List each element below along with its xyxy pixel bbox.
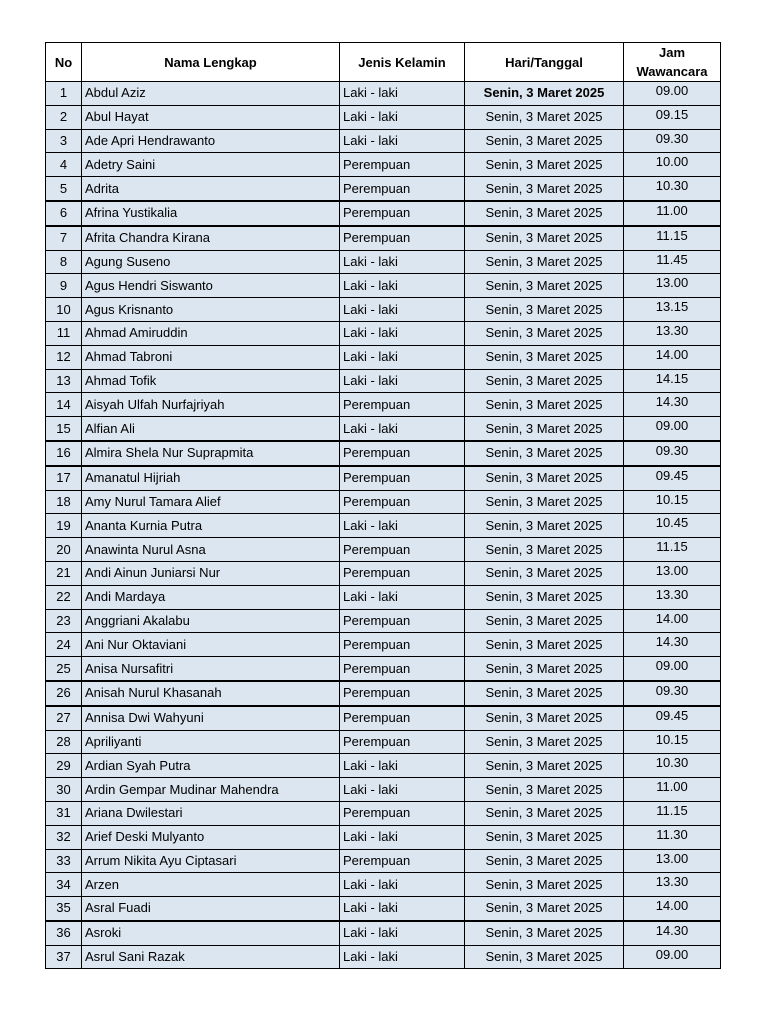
cell-date: Senin, 3 Maret 2025 xyxy=(465,321,624,345)
cell-date: Senin, 3 Maret 2025 xyxy=(465,873,624,897)
table-row xyxy=(46,369,721,393)
cell-no: 15 xyxy=(46,417,82,441)
table-row xyxy=(46,561,721,585)
cell-date: Senin, 3 Maret 2025 xyxy=(465,730,624,754)
cell-gender: Perempuan xyxy=(340,561,465,585)
cell-date: Senin, 3 Maret 2025 xyxy=(465,129,624,153)
cell-time: 13.00 xyxy=(624,274,721,298)
cell-name: Ahmad Amiruddin xyxy=(82,321,340,345)
cell-date: Senin, 3 Maret 2025 xyxy=(465,897,624,921)
table-row xyxy=(46,490,721,514)
cell-name: Ananta Kurnia Putra xyxy=(82,514,340,538)
table-row xyxy=(46,849,721,873)
cell-date: Senin, 3 Maret 2025 xyxy=(465,778,624,802)
cell-date: Senin, 3 Maret 2025 xyxy=(465,609,624,633)
cell-name: Almira Shela Nur Suprapmita xyxy=(82,441,340,466)
cell-date: Senin, 3 Maret 2025 xyxy=(465,585,624,609)
cell-name: Annisa Dwi Wahyuni xyxy=(82,706,340,730)
cell-time: 13.00 xyxy=(624,561,721,585)
cell-no: 16 xyxy=(46,441,82,466)
cell-date: Senin, 3 Maret 2025 xyxy=(465,250,624,274)
cell-name: Ariana Dwilestari xyxy=(82,801,340,825)
cell-date: Senin, 3 Maret 2025 xyxy=(465,754,624,778)
cell-name: Arief Deski Mulyanto xyxy=(82,825,340,849)
cell-time: 14.00 xyxy=(624,897,721,921)
cell-time: 13.30 xyxy=(624,585,721,609)
table-row xyxy=(46,945,721,969)
cell-gender: Laki - laki xyxy=(340,921,465,945)
cell-no: 2 xyxy=(46,105,82,129)
cell-date: Senin, 3 Maret 2025 xyxy=(465,441,624,466)
cell-gender: Laki - laki xyxy=(340,129,465,153)
cell-name: Aisyah Ulfah Nurfajriyah xyxy=(82,393,340,417)
cell-name: Amy Nurul Tamara Alief xyxy=(82,490,340,514)
table-row xyxy=(46,226,721,250)
cell-no: 22 xyxy=(46,585,82,609)
table-row xyxy=(46,609,721,633)
cell-date: Senin, 3 Maret 2025 xyxy=(465,538,624,562)
cell-time: 09.15 xyxy=(624,105,721,129)
cell-no: 4 xyxy=(46,153,82,177)
cell-time: 13.30 xyxy=(624,873,721,897)
cell-name: Andi Ainun Juniarsi Nur xyxy=(82,561,340,585)
cell-no: 29 xyxy=(46,754,82,778)
header-date: Hari/Tanggal xyxy=(465,43,624,82)
table-row xyxy=(46,657,721,681)
cell-time: 11.45 xyxy=(624,250,721,274)
cell-name: Asrul Sani Razak xyxy=(82,945,340,969)
cell-no: 9 xyxy=(46,274,82,298)
cell-date: Senin, 3 Maret 2025 xyxy=(465,274,624,298)
cell-date: Senin, 3 Maret 2025 xyxy=(465,681,624,706)
cell-no: 17 xyxy=(46,466,82,490)
cell-gender: Perempuan xyxy=(340,657,465,681)
table-row xyxy=(46,466,721,490)
cell-date: Senin, 3 Maret 2025 xyxy=(465,177,624,201)
cell-time: 09.00 xyxy=(624,945,721,969)
table-row xyxy=(46,274,721,298)
cell-name: Adrita xyxy=(82,177,340,201)
table-row xyxy=(46,585,721,609)
cell-gender: Perempuan xyxy=(340,538,465,562)
cell-date: Senin, 3 Maret 2025 xyxy=(465,345,624,369)
header-name: Nama Lengkap xyxy=(82,43,340,82)
cell-gender: Perempuan xyxy=(340,490,465,514)
cell-name: Anisah Nurul Khasanah xyxy=(82,681,340,706)
cell-gender: Perempuan xyxy=(340,849,465,873)
table-row xyxy=(46,201,721,226)
cell-name: Ahmad Tabroni xyxy=(82,345,340,369)
cell-no: 28 xyxy=(46,730,82,754)
table-row xyxy=(46,393,721,417)
cell-date: Senin, 3 Maret 2025 xyxy=(465,466,624,490)
cell-time: 11.30 xyxy=(624,825,721,849)
table-body xyxy=(46,82,721,969)
cell-gender: Perempuan xyxy=(340,681,465,706)
table-row xyxy=(46,921,721,945)
cell-gender: Laki - laki xyxy=(340,585,465,609)
cell-date: Senin, 3 Maret 2025 xyxy=(465,201,624,226)
header-time: Jam Wawancara xyxy=(624,43,721,82)
cell-date: Senin, 3 Maret 2025 xyxy=(465,561,624,585)
table-row xyxy=(46,345,721,369)
cell-time: 14.30 xyxy=(624,633,721,657)
cell-gender: Laki - laki xyxy=(340,417,465,441)
cell-name: Alfian Ali xyxy=(82,417,340,441)
cell-date: Senin, 3 Maret 2025 xyxy=(465,490,624,514)
cell-name: Asral Fuadi xyxy=(82,897,340,921)
cell-time: 10.15 xyxy=(624,490,721,514)
header-row xyxy=(46,43,721,82)
table-row xyxy=(46,754,721,778)
table-row xyxy=(46,897,721,921)
cell-no: 18 xyxy=(46,490,82,514)
cell-time: 14.15 xyxy=(624,369,721,393)
table-row xyxy=(46,82,721,106)
table-row xyxy=(46,129,721,153)
cell-date: Senin, 3 Maret 2025 xyxy=(465,417,624,441)
cell-no: 30 xyxy=(46,778,82,802)
cell-gender: Laki - laki xyxy=(340,321,465,345)
cell-time: 10.30 xyxy=(624,754,721,778)
cell-time: 10.00 xyxy=(624,153,721,177)
cell-no: 21 xyxy=(46,561,82,585)
cell-date: Senin, 3 Maret 2025 xyxy=(465,82,624,106)
cell-name: Afrina Yustikalia xyxy=(82,201,340,226)
cell-no: 12 xyxy=(46,345,82,369)
cell-no: 19 xyxy=(46,514,82,538)
table-row xyxy=(46,730,721,754)
cell-no: 25 xyxy=(46,657,82,681)
cell-date: Senin, 3 Maret 2025 xyxy=(465,369,624,393)
cell-time: 11.15 xyxy=(624,226,721,250)
cell-date: Senin, 3 Maret 2025 xyxy=(465,514,624,538)
cell-no: 32 xyxy=(46,825,82,849)
table-row xyxy=(46,441,721,466)
table-row xyxy=(46,873,721,897)
cell-date: Senin, 3 Maret 2025 xyxy=(465,706,624,730)
cell-name: Asroki xyxy=(82,921,340,945)
table-row xyxy=(46,681,721,706)
table-row xyxy=(46,778,721,802)
cell-date: Senin, 3 Maret 2025 xyxy=(465,657,624,681)
cell-no: 26 xyxy=(46,681,82,706)
table-row xyxy=(46,105,721,129)
table-row xyxy=(46,825,721,849)
cell-name: Afrita Chandra Kirana xyxy=(82,226,340,250)
cell-date: Senin, 3 Maret 2025 xyxy=(465,153,624,177)
cell-gender: Perempuan xyxy=(340,730,465,754)
cell-date: Senin, 3 Maret 2025 xyxy=(465,801,624,825)
cell-time: 13.15 xyxy=(624,298,721,322)
cell-no: 8 xyxy=(46,250,82,274)
cell-name: Apriliyanti xyxy=(82,730,340,754)
table-row xyxy=(46,321,721,345)
cell-time: 09.00 xyxy=(624,82,721,106)
cell-name: Agus Krisnanto xyxy=(82,298,340,322)
cell-gender: Laki - laki xyxy=(340,298,465,322)
cell-time: 14.00 xyxy=(624,609,721,633)
cell-time: 10.30 xyxy=(624,177,721,201)
cell-name: Ade Apri Hendrawanto xyxy=(82,129,340,153)
table-row xyxy=(46,417,721,441)
table-row xyxy=(46,250,721,274)
cell-name: Arrum Nikita Ayu Ciptasari xyxy=(82,849,340,873)
cell-gender: Laki - laki xyxy=(340,897,465,921)
cell-no: 10 xyxy=(46,298,82,322)
cell-date: Senin, 3 Maret 2025 xyxy=(465,226,624,250)
cell-no: 37 xyxy=(46,945,82,969)
cell-time: 11.00 xyxy=(624,201,721,226)
cell-name: Ani Nur Oktaviani xyxy=(82,633,340,657)
cell-time: 10.45 xyxy=(624,514,721,538)
cell-no: 24 xyxy=(46,633,82,657)
cell-gender: Perempuan xyxy=(340,441,465,466)
cell-time: 14.30 xyxy=(624,393,721,417)
cell-gender: Perempuan xyxy=(340,801,465,825)
cell-no: 35 xyxy=(46,897,82,921)
cell-no: 27 xyxy=(46,706,82,730)
cell-gender: Perempuan xyxy=(340,153,465,177)
cell-date: Senin, 3 Maret 2025 xyxy=(465,633,624,657)
table-row xyxy=(46,801,721,825)
cell-gender: Laki - laki xyxy=(340,778,465,802)
cell-time: 09.45 xyxy=(624,706,721,730)
cell-no: 3 xyxy=(46,129,82,153)
cell-name: Abul Hayat xyxy=(82,105,340,129)
cell-time: 09.30 xyxy=(624,129,721,153)
cell-gender: Perempuan xyxy=(340,177,465,201)
cell-date: Senin, 3 Maret 2025 xyxy=(465,393,624,417)
cell-time: 13.30 xyxy=(624,321,721,345)
cell-time: 09.30 xyxy=(624,441,721,466)
table-row xyxy=(46,633,721,657)
cell-date: Senin, 3 Maret 2025 xyxy=(465,945,624,969)
cell-time: 13.00 xyxy=(624,849,721,873)
cell-date: Senin, 3 Maret 2025 xyxy=(465,921,624,945)
cell-name: Anggriani Akalabu xyxy=(82,609,340,633)
cell-name: Ardian Syah Putra xyxy=(82,754,340,778)
table-row xyxy=(46,514,721,538)
header-no: No xyxy=(46,43,82,82)
cell-no: 20 xyxy=(46,538,82,562)
cell-name: Andi Mardaya xyxy=(82,585,340,609)
cell-gender: Laki - laki xyxy=(340,514,465,538)
cell-gender: Laki - laki xyxy=(340,345,465,369)
cell-gender: Laki - laki xyxy=(340,274,465,298)
table-row xyxy=(46,706,721,730)
cell-no: 7 xyxy=(46,226,82,250)
cell-time: 10.15 xyxy=(624,730,721,754)
cell-gender: Laki - laki xyxy=(340,754,465,778)
cell-time: 11.15 xyxy=(624,538,721,562)
cell-gender: Laki - laki xyxy=(340,945,465,969)
cell-gender: Perempuan xyxy=(340,393,465,417)
cell-gender: Perempuan xyxy=(340,633,465,657)
cell-gender: Laki - laki xyxy=(340,105,465,129)
header-gender: Jenis Kelamin xyxy=(340,43,465,82)
cell-no: 6 xyxy=(46,201,82,226)
cell-gender: Laki - laki xyxy=(340,369,465,393)
cell-time: 11.15 xyxy=(624,801,721,825)
cell-no: 14 xyxy=(46,393,82,417)
cell-name: Arzen xyxy=(82,873,340,897)
cell-gender: Laki - laki xyxy=(340,82,465,106)
cell-no: 31 xyxy=(46,801,82,825)
cell-time: 09.30 xyxy=(624,681,721,706)
cell-date: Senin, 3 Maret 2025 xyxy=(465,298,624,322)
cell-name: Adetry Saini xyxy=(82,153,340,177)
cell-no: 11 xyxy=(46,321,82,345)
cell-name: Anawinta Nurul Asna xyxy=(82,538,340,562)
cell-date: Senin, 3 Maret 2025 xyxy=(465,825,624,849)
table-row xyxy=(46,153,721,177)
cell-time: 14.30 xyxy=(624,921,721,945)
cell-gender: Laki - laki xyxy=(340,825,465,849)
table-row xyxy=(46,177,721,201)
cell-gender: Perempuan xyxy=(340,226,465,250)
cell-gender: Laki - laki xyxy=(340,250,465,274)
cell-no: 34 xyxy=(46,873,82,897)
cell-date: Senin, 3 Maret 2025 xyxy=(465,849,624,873)
cell-name: Abdul Aziz xyxy=(82,82,340,106)
cell-no: 33 xyxy=(46,849,82,873)
cell-time: 09.00 xyxy=(624,417,721,441)
cell-name: Agung Suseno xyxy=(82,250,340,274)
table-row xyxy=(46,298,721,322)
cell-name: Ardin Gempar Mudinar Mahendra xyxy=(82,778,340,802)
cell-gender: Perempuan xyxy=(340,609,465,633)
cell-name: Amanatul Hijriah xyxy=(82,466,340,490)
cell-time: 09.00 xyxy=(624,657,721,681)
cell-no: 23 xyxy=(46,609,82,633)
cell-gender: Perempuan xyxy=(340,706,465,730)
cell-name: Agus Hendri Siswanto xyxy=(82,274,340,298)
cell-gender: Perempuan xyxy=(340,201,465,226)
cell-name: Ahmad Tofik xyxy=(82,369,340,393)
cell-no: 1 xyxy=(46,82,82,106)
cell-gender: Laki - laki xyxy=(340,873,465,897)
cell-gender: Perempuan xyxy=(340,466,465,490)
interview-schedule-table xyxy=(45,42,721,969)
table-row xyxy=(46,538,721,562)
cell-time: 11.00 xyxy=(624,778,721,802)
cell-no: 13 xyxy=(46,369,82,393)
cell-no: 36 xyxy=(46,921,82,945)
cell-name: Anisa Nursafitri xyxy=(82,657,340,681)
cell-time: 09.45 xyxy=(624,466,721,490)
cell-no: 5 xyxy=(46,177,82,201)
cell-time: 14.00 xyxy=(624,345,721,369)
cell-date: Senin, 3 Maret 2025 xyxy=(465,105,624,129)
